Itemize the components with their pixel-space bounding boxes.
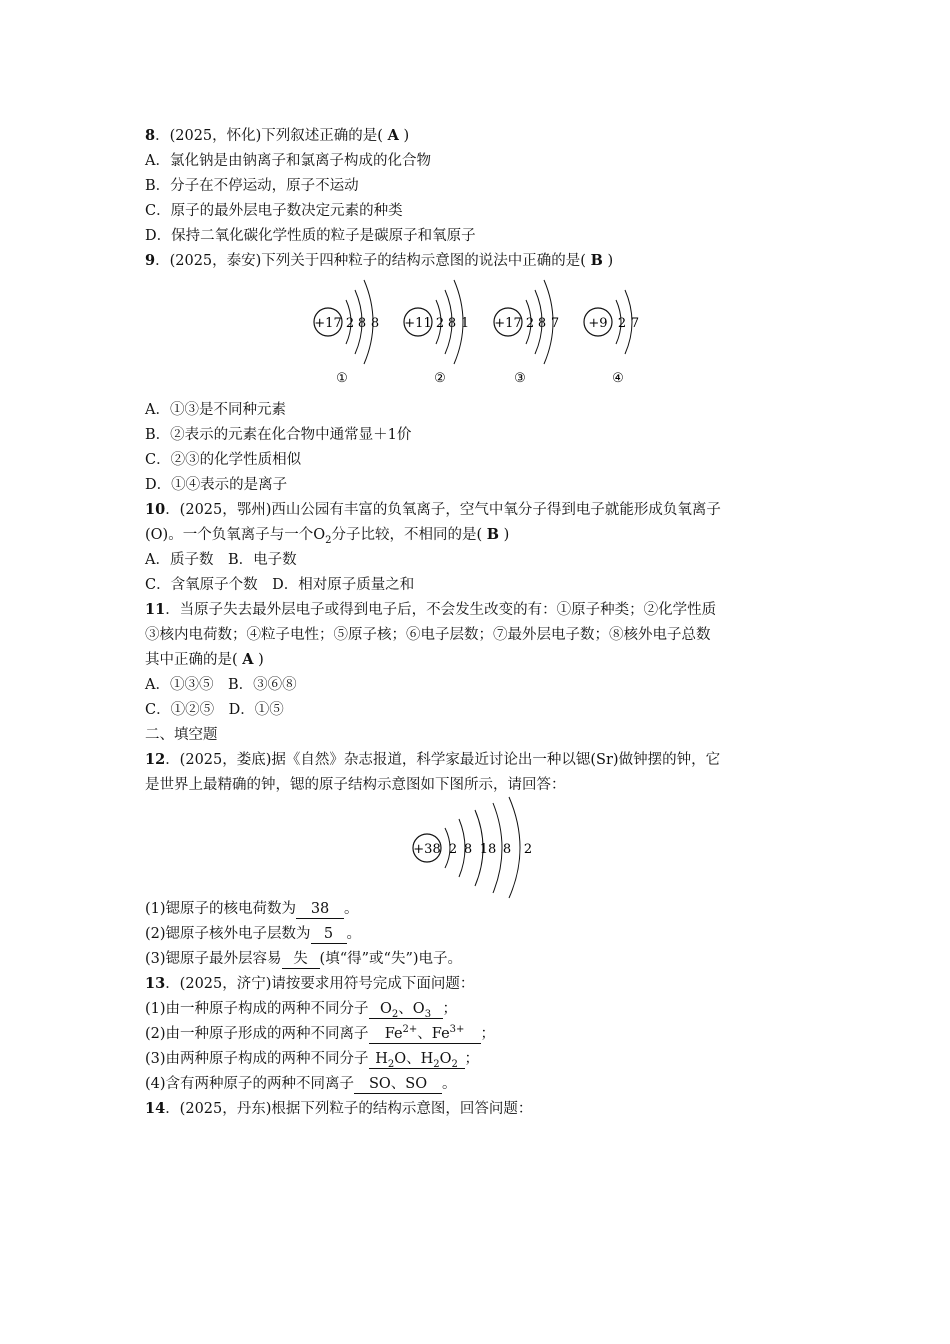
particle-1-shell-2-count: 8 xyxy=(357,316,367,331)
particle-1-nucleus: +17 xyxy=(314,316,342,331)
q12-sub-2 xyxy=(145,924,361,944)
sr-nucleus: +38 xyxy=(413,842,441,857)
q13-sub-2-answer xyxy=(369,1026,481,1044)
particle-3-shell-2-count: 8 xyxy=(537,316,547,331)
q12-sub-1-suffix: 。 xyxy=(344,901,359,917)
particle-3-nucleus: +17 xyxy=(494,316,522,331)
q12-sub-1-prefix: (1)锶原子的核电荷数为 xyxy=(145,901,297,917)
particle-4-diagram xyxy=(584,290,639,386)
q8-answer: A xyxy=(387,127,399,144)
q13-s3-formula-a: H xyxy=(375,1051,388,1067)
q12-sub-2-suffix: 。 xyxy=(346,926,362,942)
q13-s2-formula-a-sup: 2+ xyxy=(402,1024,418,1036)
q13-s2-separator: 、 xyxy=(417,1026,432,1042)
q13-sub-3-prefix: (3)由两种原子构成的两种不同分子 xyxy=(145,1051,369,1067)
q13-s3-formula-b-sub: 2 xyxy=(433,1058,440,1070)
q11-answer: A xyxy=(242,651,254,668)
q13-sub-4-answer: SO、SO xyxy=(354,1076,442,1094)
particle-1-shell-1-count: 2 xyxy=(345,316,355,331)
q8-stem xyxy=(145,126,409,146)
q8-number: 8 xyxy=(145,127,156,144)
q13-s1-formula-b: O xyxy=(412,1001,425,1017)
q13-s3-separator: 、 xyxy=(406,1051,421,1067)
q12-line-1-text: ．(2025，娄底)据《自然》杂志报道，科学家最近讨论出一种以锶(Sr)做钟摆的钟，它 xyxy=(165,752,721,768)
q13-s1-formula-b-sub: 3 xyxy=(424,1008,432,1020)
q13-sub-2-suffix: ； xyxy=(480,1026,496,1042)
q13-sub-1-prefix: (1)由一种原子构成的两种不同分子 xyxy=(145,1001,369,1017)
q14-stem-text: ．(2025，丹东)根据下列粒子的结构示意图，回答问题： xyxy=(165,1101,533,1117)
q9-answer: B xyxy=(590,252,603,269)
q11-options-cd: C．①②⑤ D．①⑤ xyxy=(145,702,284,718)
particle-4-label: ④ xyxy=(612,371,624,386)
q13-stem xyxy=(145,974,474,994)
particle-1-label: ① xyxy=(336,371,348,386)
section-heading-fill-in: 二、填空题 xyxy=(145,727,218,743)
q13-stem-text: ．(2025，济宁)请按要求用符号完成下面问题： xyxy=(165,976,475,992)
q10-line-2 xyxy=(145,525,509,545)
q11-line-3 xyxy=(145,650,264,670)
q12-sub-3-prefix: (3)锶原子最外层容易 xyxy=(145,951,282,967)
q14-stem xyxy=(145,1099,532,1119)
q9-close: ) xyxy=(607,253,614,269)
q13-sub-3-suffix: ； xyxy=(464,1051,480,1067)
particle-4-nucleus: +9 xyxy=(588,316,608,331)
q10-answer: B xyxy=(486,526,499,543)
q8-stem-text: ．(2025，怀化)下列叙述正确的是( xyxy=(155,128,383,144)
q12-sub-3-answer: 失 xyxy=(282,951,320,969)
sr-shell-5-count: 2 xyxy=(523,842,533,857)
q13-s2-formula-a: Fe xyxy=(384,1026,403,1042)
q9-option-c: C．②③的化学性质相似 xyxy=(145,452,302,468)
q11-options-ab: A．①③⑤ B．③⑥⑧ xyxy=(145,677,297,693)
q9-particle-diagrams xyxy=(300,270,660,390)
q13-s1-formula-a: O xyxy=(380,1001,392,1017)
q13-sub-3-answer xyxy=(369,1051,465,1069)
q8-option-c: C．原子的最外层电子数决定元素的种类 xyxy=(145,203,403,219)
q12-number: 12 xyxy=(145,751,166,768)
q13-sub-2 xyxy=(145,1024,495,1044)
q13-sub-4-suffix: 。 xyxy=(442,1076,457,1092)
particle-3-diagram xyxy=(494,280,559,386)
particle-4-shell-1-count: 2 xyxy=(617,316,627,331)
q13-s3-formula-a-sub: 2 xyxy=(387,1058,395,1070)
sr-shell-3-count: 18 xyxy=(479,842,497,857)
q10-options-ab: A．质子数 B．电子数 xyxy=(145,552,297,568)
q12-sub-2-prefix: (2)锶原子核外电子层数为 xyxy=(145,926,311,942)
q10-line-2-subscript: 2 xyxy=(325,534,332,546)
q11-line-2: ③核内电荷数；④粒子电性；⑤原子核；⑥电子层数；⑦最外层电子数；⑧核外电子总数 xyxy=(145,627,711,643)
q13-sub-1 xyxy=(145,999,457,1019)
q13-s1-formula-a-sub: 2 xyxy=(391,1008,399,1020)
q8-option-b: B．分子在不停运动，原子不运动 xyxy=(145,178,359,194)
q14-number: 14 xyxy=(145,1100,166,1117)
q13-sub-3 xyxy=(145,1049,479,1069)
q13-sub-4-prefix: (4)含有两种原子的两种不同离子 xyxy=(145,1076,355,1092)
q12-sub-3 xyxy=(145,949,462,969)
q10-line-1 xyxy=(145,500,721,520)
q13-sub-2-prefix: (2)由一种原子形成的两种不同离子 xyxy=(145,1026,369,1042)
q13-s2-formula-b: Fe xyxy=(431,1026,450,1042)
q9-option-a: A．①③是不同种元素 xyxy=(145,402,286,418)
particle-2-shell-1-count: 2 xyxy=(435,316,445,331)
sr-shell-1-count: 2 xyxy=(448,842,458,857)
q13-s3-formula-b-tail-sub: 2 xyxy=(451,1058,458,1070)
q12-line-1 xyxy=(145,750,720,770)
q9-stem-text: ．(2025，泰安)下列关于四种粒子的结构示意图的说法中正确的是( xyxy=(155,253,586,269)
q13-s3-formula-b: H xyxy=(420,1051,434,1067)
particle-3-shell-1-count: 2 xyxy=(525,316,535,331)
q9-number: 9 xyxy=(145,252,156,269)
particle-2-label: ② xyxy=(434,371,446,386)
q10-close: ) xyxy=(503,527,510,543)
particle-3-shell-3-count: 7 xyxy=(550,316,560,331)
sr-shell-2-count: 8 xyxy=(463,842,473,857)
particle-1-diagram xyxy=(314,280,379,386)
q8-close: ) xyxy=(403,128,410,144)
q10-number: 10 xyxy=(145,501,166,518)
q11-number: 11 xyxy=(145,601,166,618)
q13-sub-1-suffix: ； xyxy=(442,1001,458,1017)
q13-s3-formula-b-tail: O xyxy=(439,1051,452,1067)
sr-shell-4-count: 8 xyxy=(502,842,512,857)
q10-line-2-part-b: 分子比较，不相同的是( xyxy=(331,527,483,543)
q13-sub-4 xyxy=(145,1074,457,1094)
particle-2-nucleus: +11 xyxy=(404,316,432,331)
q11-close: ) xyxy=(258,652,264,668)
q13-number: 13 xyxy=(145,975,166,992)
q13-s3-formula-a-tail: O xyxy=(394,1051,407,1067)
q11-line-1-text: ．当原子失去最外层电子或得到电子后，不会发生改变的有：①原子种类；②化学性质 xyxy=(165,602,717,618)
q9-option-d: D．①④表示的是离子 xyxy=(145,477,288,493)
q13-sub-1-answer xyxy=(369,1001,443,1019)
q9-stem xyxy=(145,251,613,271)
q13-s2-formula-b-sup: 3+ xyxy=(449,1024,465,1036)
q9-option-b: B．②表示的元素在化合物中通常显＋1价 xyxy=(145,427,412,443)
q12-sub-1 xyxy=(145,899,359,919)
q12-line-2: 是世界上最精确的钟，锶的原子结构示意图如下图所示，请回答： xyxy=(145,777,566,793)
q13-s1-separator: 、 xyxy=(398,1001,413,1017)
q10-options-cd: C．含氧原子个数 D．相对原子质量之和 xyxy=(145,577,415,593)
particle-2-diagram xyxy=(404,280,469,386)
particle-2-shell-2-count: 8 xyxy=(447,316,457,331)
particle-3-label: ③ xyxy=(514,371,526,386)
q12-sub-1-answer: 38 xyxy=(296,901,344,919)
q12-strontium-diagram xyxy=(405,795,545,900)
particle-1-shell-3-count: 8 xyxy=(370,316,380,331)
particle-2-shell-3-count: 1 xyxy=(460,316,470,331)
q10-line-2-part-a: (O)。一个负氧离子与一个O xyxy=(145,527,326,543)
q10-line-1-text: ．(2025，鄂州)西山公园有丰富的负氧离子，空气中氧分子得到电子就能形成负氧离子 xyxy=(165,502,721,518)
particle-4-shell-2-count: 7 xyxy=(630,316,640,331)
q12-sub-2-answer: 5 xyxy=(311,926,347,944)
q11-line-3-text: 其中正确的是( xyxy=(145,652,238,668)
q12-sub-3-suffix: (填“得”或“失”)电子。 xyxy=(319,951,463,967)
q11-line-1 xyxy=(145,600,716,620)
q8-option-d: D．保持二氧化碳化学性质的粒子是碳原子和氧原子 xyxy=(145,228,476,244)
q8-option-a: A．氯化钠是由钠离子和氯离子构成的化合物 xyxy=(145,153,431,169)
